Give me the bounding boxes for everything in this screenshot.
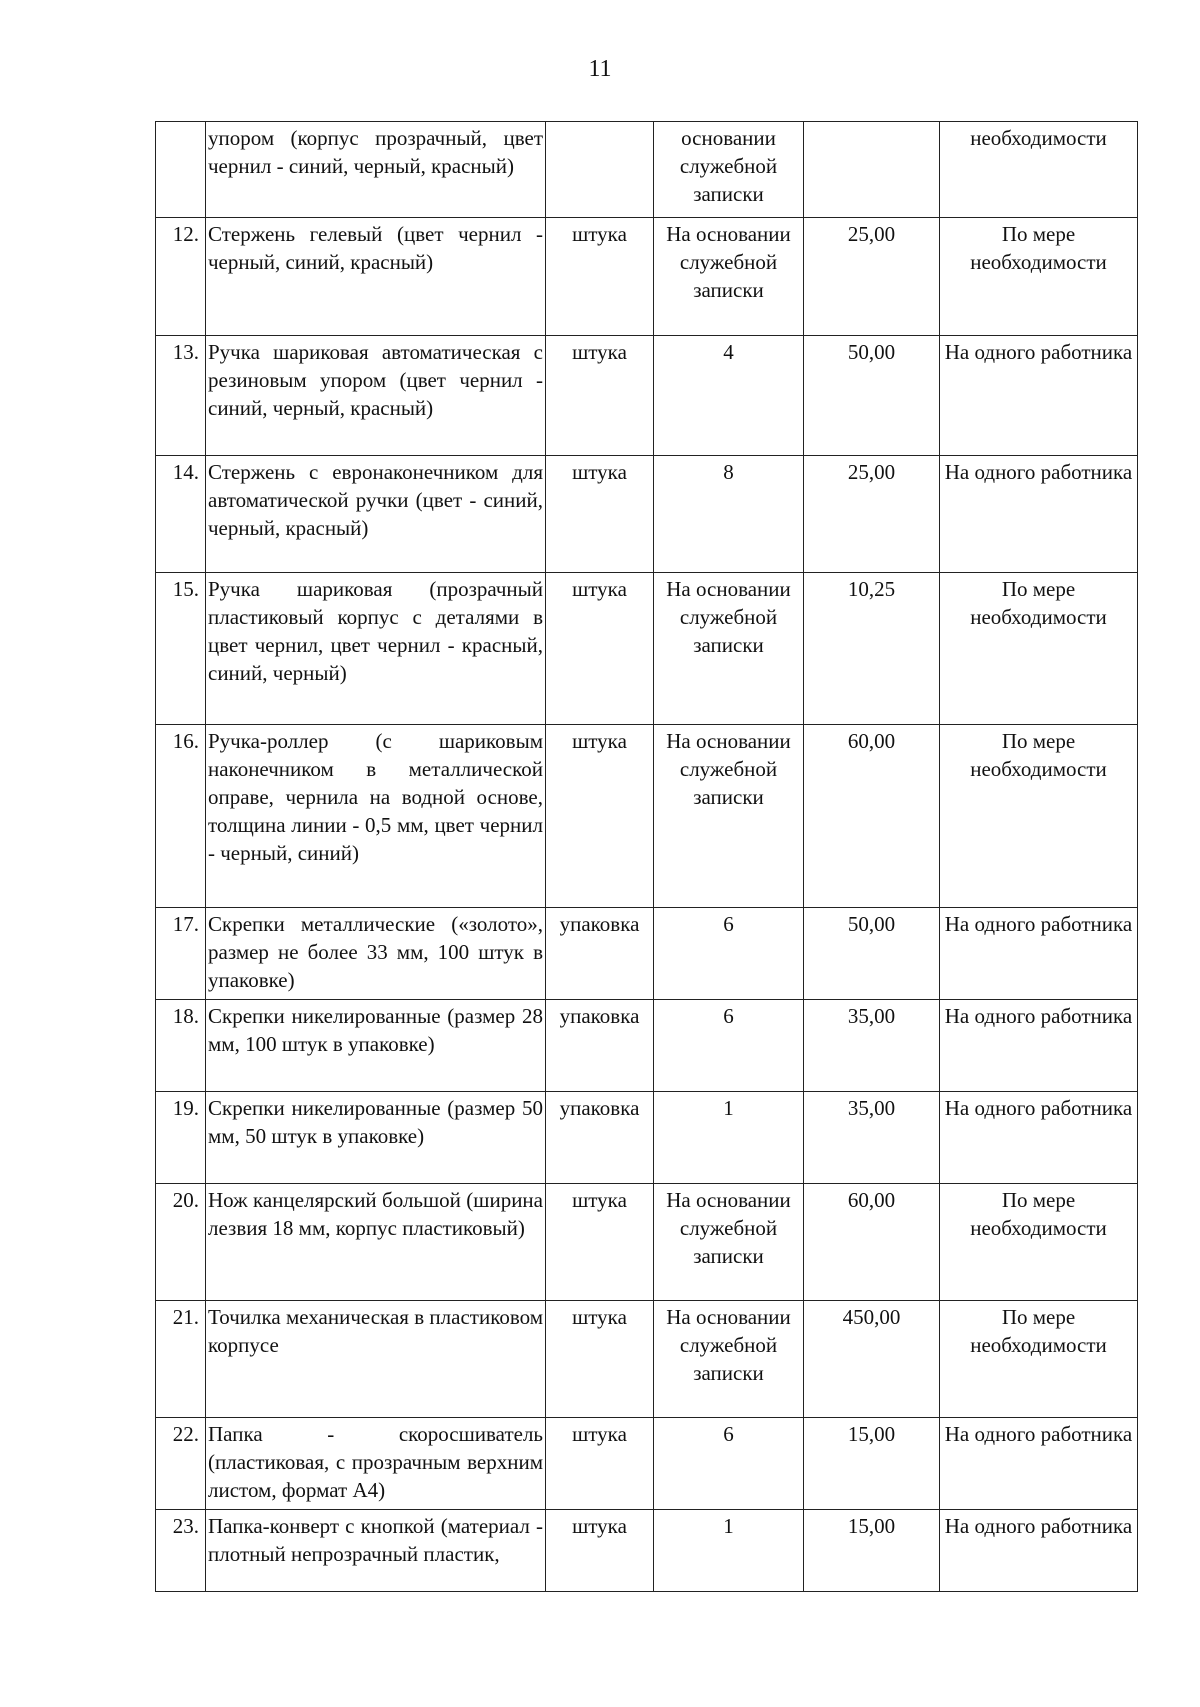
table-body (156, 122, 1138, 1592)
item-name: Папка-конверт с кнопкой (материал - плотный непрозрачный пластик, (206, 1510, 546, 1592)
price-cell: 60,00 (804, 1184, 940, 1301)
row-number: 20. (156, 1184, 206, 1301)
quantity-cell: 6 (654, 1000, 804, 1092)
table-row (156, 122, 1138, 218)
price-cell: 50,00 (804, 908, 940, 1000)
row-number: 19. (156, 1092, 206, 1184)
item-name: Стержень гелевый (цвет чернил - черный, синий, красный) (206, 218, 546, 336)
item-name: Нож канцелярский большой (ширина лезвия 18 мм, корпус пластиковый) (206, 1184, 546, 1301)
unit-cell: упаковка (546, 908, 654, 1000)
unit-cell: штука (546, 336, 654, 456)
note-cell: На одного работника (940, 456, 1138, 573)
note-cell: На одного работника (940, 1000, 1138, 1092)
row-number: 22. (156, 1418, 206, 1510)
unit-cell: штука (546, 456, 654, 573)
table-row (156, 1418, 1138, 1510)
unit-cell: штука (546, 725, 654, 908)
row-number: 16. (156, 725, 206, 908)
quantity-cell: 8 (654, 456, 804, 573)
item-name: упором (корпус прозрачный, цвет чернил - синий, черный, красный) (206, 122, 546, 218)
item-name: Ручка-роллер (с шариковым наконечником в металлической оправе, чернила на водной основе, толщина линии - 0,5 мм, цвет чернил - черный, синий) (206, 725, 546, 908)
quantity-cell: 6 (654, 908, 804, 1000)
quantity-cell: На основании служебной записки (654, 218, 804, 336)
table-row (156, 573, 1138, 725)
price-cell: 25,00 (804, 218, 940, 336)
item-name: Скрепки металлические («золото», размер не более 33 мм, 100 штук в упаковке) (206, 908, 546, 1000)
unit-cell: штука (546, 1510, 654, 1592)
row-number: 13. (156, 336, 206, 456)
table-row (156, 1301, 1138, 1418)
unit-cell: упаковка (546, 1000, 654, 1092)
row-number (156, 122, 206, 218)
unit-cell: штука (546, 573, 654, 725)
item-name: Точилка механическая в пластиковом корпусе (206, 1301, 546, 1418)
row-number: 14. (156, 456, 206, 573)
note-cell: На одного работника (940, 336, 1138, 456)
item-name: Ручка шариковая автоматическая с резиновым упором (цвет чернил - синий, черный, красный) (206, 336, 546, 456)
note-cell: На одного работника (940, 1510, 1138, 1592)
table-row (156, 336, 1138, 456)
note-cell: По мере необходимости (940, 725, 1138, 908)
price-cell: 60,00 (804, 725, 940, 908)
table-row (156, 1000, 1138, 1092)
price-cell: 15,00 (804, 1418, 940, 1510)
quantity-cell: На основании служебной записки (654, 1184, 804, 1301)
quantity-cell: основании служебной записки (654, 122, 804, 218)
price-cell: 25,00 (804, 456, 940, 573)
table-row (156, 1092, 1138, 1184)
note-cell: На одного работника (940, 1092, 1138, 1184)
supplies-table (155, 121, 1138, 1592)
quantity-cell: 1 (654, 1092, 804, 1184)
note-cell: По мере необходимости (940, 1184, 1138, 1301)
row-number: 17. (156, 908, 206, 1000)
price-cell: 10,25 (804, 573, 940, 725)
unit-cell: штука (546, 218, 654, 336)
quantity-cell: На основании служебной записки (654, 725, 804, 908)
unit-cell: штука (546, 1184, 654, 1301)
row-number: 23. (156, 1510, 206, 1592)
page-number: 11 (588, 56, 612, 82)
row-number: 15. (156, 573, 206, 725)
row-number: 21. (156, 1301, 206, 1418)
price-cell: 450,00 (804, 1301, 940, 1418)
unit-cell (546, 122, 654, 218)
table-row (156, 1184, 1138, 1301)
unit-cell: упаковка (546, 1092, 654, 1184)
note-cell: По мере необходимости (940, 573, 1138, 725)
table-row (156, 725, 1138, 908)
price-cell: 35,00 (804, 1000, 940, 1092)
quantity-cell: 4 (654, 336, 804, 456)
row-number: 12. (156, 218, 206, 336)
note-cell: По мере необходимости (940, 218, 1138, 336)
item-name: Стержень с евронаконечником для автоматической ручки (цвет - синий, черный, красный) (206, 456, 546, 573)
price-cell (804, 122, 940, 218)
table-row (156, 1510, 1138, 1592)
note-cell: На одного работника (940, 1418, 1138, 1510)
note-cell: необходимости (940, 122, 1138, 218)
note-cell: По мере необходимости (940, 1301, 1138, 1418)
table-row (156, 456, 1138, 573)
row-number: 18. (156, 1000, 206, 1092)
note-cell: На одного работника (940, 908, 1138, 1000)
price-cell: 15,00 (804, 1510, 940, 1592)
quantity-cell: На основании служебной записки (654, 573, 804, 725)
price-cell: 35,00 (804, 1092, 940, 1184)
table-row (156, 908, 1138, 1000)
item-name: Ручка шариковая (прозрачный пластиковый корпус с деталями в цвет чернил, цвет чернил - красный, синий, черный) (206, 573, 546, 725)
item-name: Скрепки никелированные (размер 50 мм, 50 штук в упаковке) (206, 1092, 546, 1184)
table-row (156, 218, 1138, 336)
item-name: Скрепки никелированные (размер 28 мм, 100 штук в упаковке) (206, 1000, 546, 1092)
item-name: Папка - скоросшиватель (пластиковая, с прозрачным верхним листом, формат А4) (206, 1418, 546, 1510)
unit-cell: штука (546, 1301, 654, 1418)
quantity-cell: На основании служебной записки (654, 1301, 804, 1418)
quantity-cell: 6 (654, 1418, 804, 1510)
quantity-cell: 1 (654, 1510, 804, 1592)
price-cell: 50,00 (804, 336, 940, 456)
unit-cell: штука (546, 1418, 654, 1510)
